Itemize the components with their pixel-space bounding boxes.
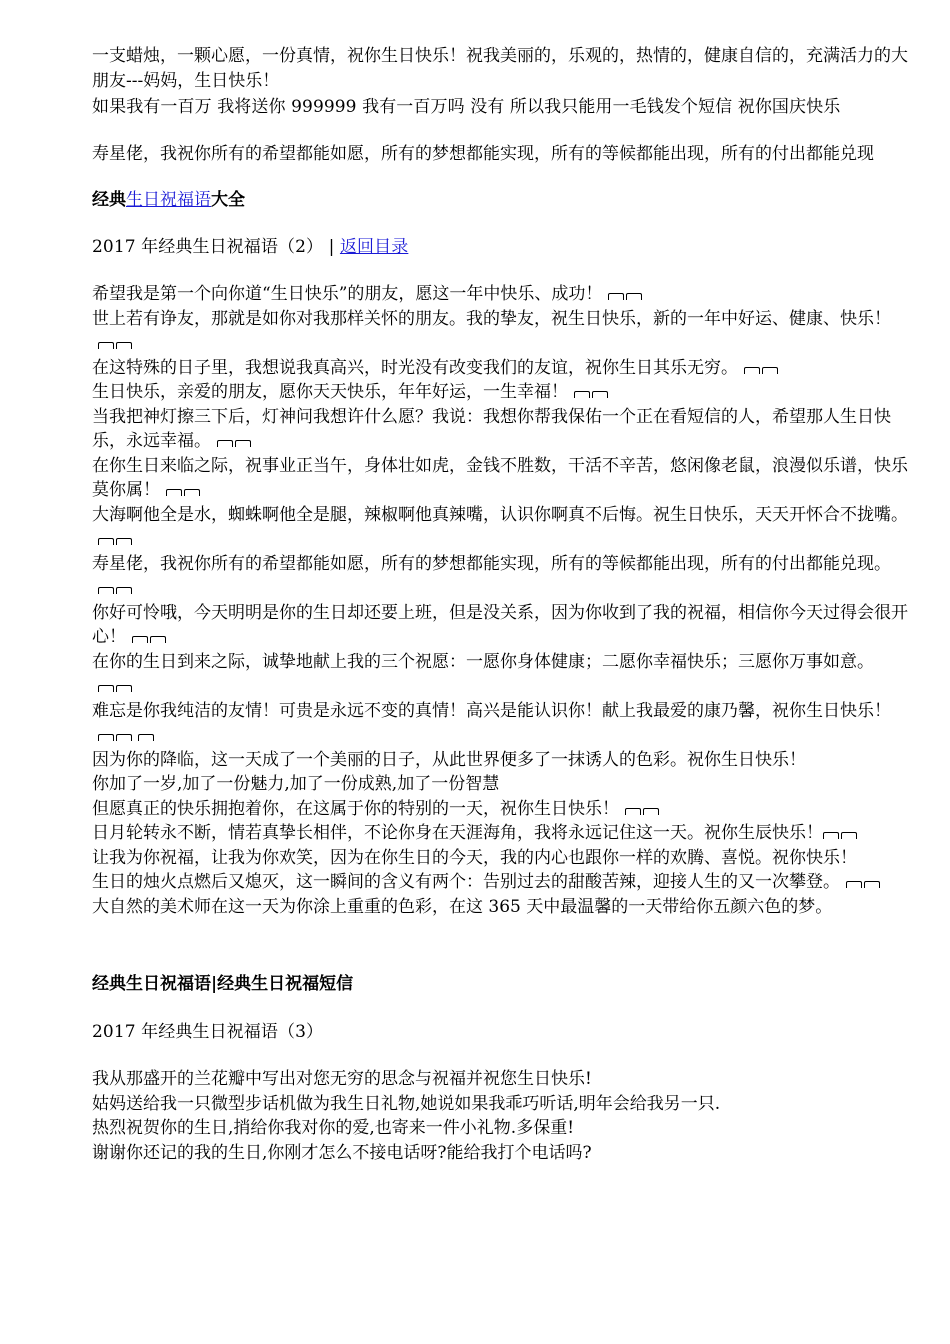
list-item: 你加了一岁,加了一份魅力,加了一份成熟,加了一份智慧	[92, 774, 500, 794]
section-title	[92, 235, 912, 260]
list-item: 世上若有诤友，那就是如你对我那样关怀的朋友。我的挚友，祝生日快乐，新的一年中好运、健康、快乐！	[92, 307, 912, 356]
decoration-icon	[823, 830, 857, 840]
decoration-icon	[846, 879, 880, 889]
decoration-icon	[574, 389, 608, 399]
list-item: 生日的烛火点燃后又熄灭，这一瞬间的含义有两个：告别过去的甜酸苦辣，迎接人生的又一次攀登。	[92, 870, 912, 895]
list-item: 希望我是第一个向你道“生日快乐”的朋友，愿这一年中快乐、成功！	[92, 282, 912, 307]
decoration-icon	[98, 340, 132, 350]
list-item: 生日快乐，亲爱的朋友，愿你天天快乐，年年好运，一生幸福！	[92, 380, 912, 405]
wish-list	[92, 282, 912, 919]
heading-suffix: 大全	[211, 190, 245, 210]
section-title: 2017 年经典生日祝福语（3）	[92, 1021, 324, 1042]
decoration-icon	[138, 732, 154, 742]
decoration-icon	[98, 732, 132, 742]
intro-paragraph: 如果我有一百万 我将送你 999999 我有一百万吗 没有 所以我只能用一毛钱发个短信 祝你国庆快乐	[92, 97, 841, 117]
separator: |	[323, 236, 340, 257]
decoration-icon	[608, 291, 642, 301]
list-item: 热烈祝贺你的生日,捎给你我对你的爱,也寄来一件小礼物.多保重!	[92, 1118, 575, 1138]
section-heading: 经典生日祝福语|经典生日祝福短信	[92, 974, 354, 994]
list-item: 当我把神灯擦三下后，灯神问我想许什么愿？我说：我想你帮我保佑一个正在看短信的人，希望那人生日快乐，永远幸福。	[92, 406, 891, 451]
list-item: 在这特殊的日子里，我想说我真高兴，时光没有改变我们的友谊，祝你生日其乐无穷。	[92, 356, 912, 381]
list-item: 在你生日来临之际，祝事业正当午，身体壮如虎，金钱不胜数，干活不辛苦，悠闲像老鼠，浪漫似乐谱，快乐莫你属！	[92, 455, 908, 500]
list-item: 让我为你祝福，让我为你欢笑，因为在你生日的今天，我的内心也跟你一样的欢腾、喜悦。祝你快乐！	[92, 847, 857, 868]
list-item: 大海啊他全是水，蜘蛛啊他全是腿，辣椒啊他真辣嘴，认识你啊真不后悔。祝生日快乐，天天开怀合不拢嘴。	[92, 503, 912, 552]
list-item: 寿星佬，我祝你所有的希望都能如愿，所有的梦想都能实现，所有的等候都能出现，所有的付出都能兑现。	[92, 552, 912, 601]
back-to-toc-link[interactable]: 返回目录	[339, 236, 409, 257]
list-item: 你好可怜哦，今天明明是你的生日却还要上班，但是没关系，因为你收到了我的祝福，相信你今天过得会很开心！	[92, 602, 908, 647]
list-item: 我从那盛开的兰花瓣中写出对您无穷的思念与祝福并祝您生日快乐!	[92, 1069, 592, 1089]
decoration-icon	[217, 438, 251, 448]
list-item: 在你的生日到来之际，诚挚地献上我的三个祝愿：一愿你身体健康；二愿你幸福快乐；三愿你万事如意。	[92, 650, 912, 699]
list-item: 大自然的美术师在这一天为你涂上重重的色彩，在这 365 天中最温馨的一天带给你五颜六色的梦。	[92, 896, 833, 917]
decoration-icon	[744, 365, 778, 375]
birthday-wishes-link[interactable]: 生日祝福语	[126, 190, 211, 210]
list-item: 谢谢你还记的我的生日,你刚才怎么不接电话呀?能给我打个电话吗?	[92, 1142, 592, 1163]
document-page	[92, 44, 912, 1165]
list-item: 难忘是你我纯洁的友情！可贵是永远不变的真情！高兴是能认识你！献上我最爱的康乃馨，祝你生日快乐！	[92, 699, 912, 748]
decoration-icon	[625, 806, 659, 816]
list-item: 日月轮转永不断，情若真挚长相伴，不论你身在天涯海角，我将永远记住这一天。祝你生辰快乐！	[92, 821, 912, 846]
list-item: 姑妈送给我一只微型步话机做为我生日礼物,她说如果我乖巧听话,明年会给我另一只.	[92, 1093, 721, 1114]
decoration-icon	[98, 536, 132, 546]
list-item: 因为你的降临，这一天成了一个美丽的日子，从此世界便多了一抹诱人的色彩。祝你生日快乐！	[92, 749, 806, 770]
list-item: 但愿真正的快乐拥抱着你，在这属于你的特别的一天，祝你生日快乐！	[92, 797, 912, 822]
intro-paragraph: 寿星佬，我祝你所有的希望都能如愿，所有的梦想都能实现，所有的等候都能出现，所有的付出都能兑现	[92, 143, 874, 164]
heading-prefix: 经典	[92, 190, 126, 210]
decoration-icon	[98, 585, 132, 595]
decoration-icon	[132, 634, 166, 644]
wish-list	[92, 1067, 912, 1165]
section-heading	[92, 188, 912, 213]
decoration-icon	[98, 683, 132, 693]
decoration-icon	[166, 487, 200, 497]
section-title-text: 2017 年经典生日祝福语（2）	[92, 236, 324, 257]
intro-paragraph: 一支蜡烛，一颗心愿，一份真情，祝你生日快乐！祝我美丽的，乐观的，热情的，健康自信的，充满活力的大朋友---妈妈，生日快乐！	[92, 46, 908, 91]
